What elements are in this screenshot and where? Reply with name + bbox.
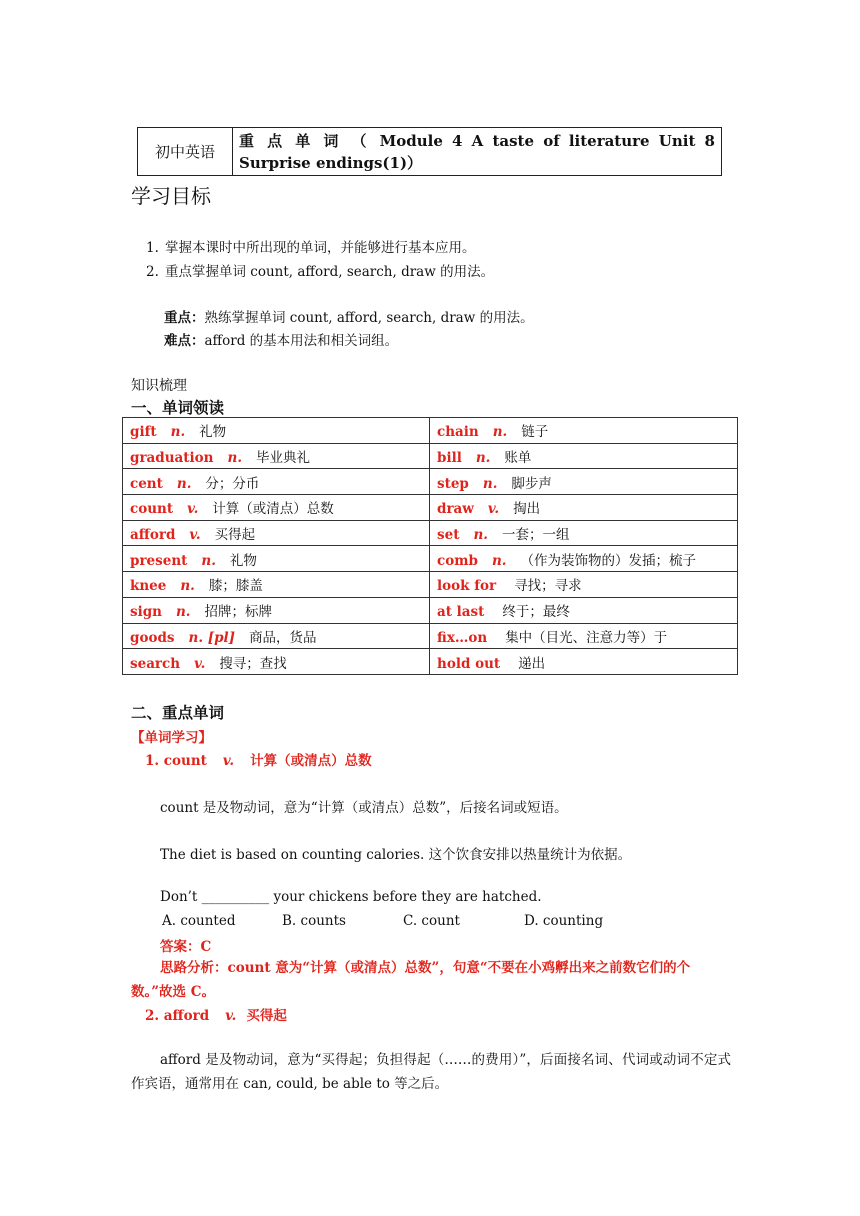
vocab-cell-right bbox=[430, 597, 738, 623]
vocab-word: graduation bbox=[130, 450, 214, 467]
vocab-meaning: 递出 bbox=[518, 655, 546, 672]
vocab-pos: n. [pl] bbox=[188, 629, 236, 646]
entry-heading bbox=[145, 749, 372, 769]
vocab-row bbox=[123, 572, 738, 598]
topic-cell bbox=[233, 128, 722, 176]
exercise-question: Don’t __________ your chickens before they are hatched. bbox=[160, 889, 542, 905]
vocab-row bbox=[123, 418, 738, 444]
vocab-word: draw bbox=[437, 501, 474, 518]
vocab-cell-right bbox=[430, 418, 738, 444]
objective-number: 2. bbox=[146, 264, 159, 280]
vocab-pos: n. bbox=[201, 552, 216, 569]
vocab-word: look for bbox=[437, 578, 497, 595]
vocab-body bbox=[123, 418, 738, 675]
vocab-cell-right bbox=[430, 443, 738, 469]
objective-item bbox=[146, 236, 476, 256]
vocab-cell-right bbox=[430, 469, 738, 495]
objective-text: 掌握本课时中所出现的单词，并能够进行基本应用。 bbox=[165, 240, 476, 256]
vocab-cell-right bbox=[430, 520, 738, 546]
section2-title: 二、重点单词 bbox=[131, 704, 225, 722]
vocab-word: sign bbox=[130, 604, 162, 621]
vocab-meaning: 账单 bbox=[504, 450, 532, 467]
vocab-cell-right bbox=[430, 495, 738, 521]
key-point bbox=[164, 306, 534, 326]
vocab-meaning: 寻找；寻求 bbox=[514, 578, 582, 595]
vocab-row bbox=[123, 469, 738, 495]
vocab-row bbox=[123, 623, 738, 649]
vocab-word: cent bbox=[130, 475, 163, 492]
vocab-row bbox=[123, 520, 738, 546]
vocab-pos: n. bbox=[180, 578, 195, 595]
vocab-word: search bbox=[130, 655, 181, 672]
vocab-word: knee bbox=[130, 578, 167, 595]
vocab-cell-left bbox=[123, 623, 430, 649]
subject-cell: 初中英语 bbox=[138, 128, 233, 176]
entry-word: 1. count bbox=[145, 753, 207, 769]
entry-description: afford 是及物动词，意为“买得起；负担得起（……的费用）”，后面接名词、代词或动词不定式作宾语，通常用在 can, could, be able to 等之后。 bbox=[131, 1052, 731, 1092]
vocab-cell-left bbox=[123, 520, 430, 546]
vocab-pos: v. bbox=[194, 655, 206, 672]
vocab-word: afford bbox=[130, 527, 176, 544]
vocab-meaning: 脚步声 bbox=[511, 475, 552, 492]
objective-item bbox=[146, 260, 494, 280]
vocab-cell-left bbox=[123, 495, 430, 521]
option: B. counts bbox=[282, 913, 346, 929]
vocab-pos: v. bbox=[189, 527, 201, 544]
vocab-meaning: （作为装饰物的）发插；梳子 bbox=[520, 552, 696, 569]
vocab-pos: n. bbox=[227, 450, 243, 467]
option: D. counting bbox=[524, 913, 604, 929]
vocab-pos: v. bbox=[487, 501, 500, 518]
vocab-cell-right bbox=[430, 546, 738, 572]
vocab-word: goods bbox=[130, 629, 175, 646]
analysis: 思路分析：count 意为“计算（或清点）总数”，句意“不要在小鸡孵出来之前数它们的个数。”故选 C。 bbox=[131, 960, 691, 1000]
vocab-cell-left bbox=[123, 597, 430, 623]
vocab-meaning: 商品，货品 bbox=[249, 629, 317, 646]
vocab-meaning: 礼物 bbox=[229, 552, 257, 569]
vocab-meaning: 毕业典礼 bbox=[256, 450, 311, 467]
option: C. count bbox=[403, 913, 460, 929]
entry-meaning: 买得起 bbox=[246, 1008, 287, 1024]
vocab-cell-left bbox=[123, 572, 430, 598]
key-text: 熟练掌握单词 count, afford, search, draw 的用法。 bbox=[204, 310, 534, 326]
knowledge-title: 知识梳理 bbox=[131, 378, 187, 394]
vocab-cell-left bbox=[123, 418, 430, 444]
difficult-text: afford 的基本用法和相关词组。 bbox=[204, 333, 399, 349]
vocab-row bbox=[123, 597, 738, 623]
entry-pos: v. bbox=[222, 753, 235, 769]
vocab-pos: n. bbox=[175, 604, 191, 621]
vocab-word: fix…on bbox=[437, 629, 488, 646]
vocab-pos: n. bbox=[475, 450, 491, 467]
vocab-word: at last bbox=[437, 604, 485, 621]
word-study-label: 【单词学习】 bbox=[131, 730, 212, 746]
vocab-meaning: 搜寻；查找 bbox=[219, 655, 287, 672]
vocab-pos: n. bbox=[482, 475, 498, 492]
vocab-meaning: 分；分币 bbox=[205, 475, 260, 492]
vocab-meaning: 招牌；标牌 bbox=[204, 604, 272, 621]
example-sentence: The diet is based on counting calories. 这个饮食安排以热量统计为依据。 bbox=[160, 847, 632, 863]
header-table bbox=[137, 127, 722, 176]
vocab-row bbox=[123, 443, 738, 469]
difficult-point bbox=[164, 329, 398, 349]
entry-word: 2. afford bbox=[145, 1008, 210, 1024]
vocab-table bbox=[122, 417, 738, 675]
vocab-meaning: 买得起 bbox=[214, 527, 256, 544]
objectives-title: 学习目标 bbox=[131, 184, 211, 208]
vocab-pos: n. bbox=[176, 475, 192, 492]
vocab-word: comb bbox=[437, 552, 478, 569]
objective-number: 1. bbox=[146, 240, 159, 256]
vocab-pos: v. bbox=[187, 501, 199, 518]
vocab-cell-right bbox=[430, 649, 738, 675]
vocab-word: gift bbox=[130, 424, 157, 441]
vocab-cell-right bbox=[430, 623, 738, 649]
vocab-meaning: 膝；膝盖 bbox=[208, 578, 263, 595]
vocab-word: bill bbox=[437, 450, 462, 467]
vocab-pos: n. bbox=[170, 424, 186, 441]
section1-title: 一、单词领读 bbox=[131, 399, 225, 417]
vocab-word: step bbox=[437, 475, 469, 492]
entry-pos: v. bbox=[225, 1008, 237, 1024]
vocab-pos: n. bbox=[491, 552, 507, 569]
vocab-meaning: 掏出 bbox=[513, 501, 541, 518]
difficult-label: 难点： bbox=[164, 333, 205, 349]
entry-heading bbox=[145, 1004, 287, 1024]
vocab-row bbox=[123, 546, 738, 572]
vocab-meaning: 一套；一组 bbox=[501, 527, 570, 544]
vocab-cell-left bbox=[123, 649, 430, 675]
vocab-row bbox=[123, 649, 738, 675]
vocab-word: chain bbox=[437, 424, 479, 441]
vocab-word: present bbox=[130, 552, 188, 569]
vocab-cell-right bbox=[430, 572, 738, 598]
vocab-meaning: 礼物 bbox=[199, 424, 227, 441]
vocab-word: count bbox=[130, 501, 174, 518]
topic-title: 重 点 单 词 （ Module 4 A taste of literature Unit 8 Surprise endings(1)） bbox=[239, 131, 715, 172]
entry-description: count 是及物动词，意为“计算（或清点）总数”，后接名词或短语。 bbox=[160, 800, 568, 816]
objective-text: 重点掌握单词 count, afford, search, draw 的用法。 bbox=[165, 264, 495, 280]
vocab-pos: n. bbox=[473, 527, 488, 544]
vocab-meaning: 链子 bbox=[521, 424, 549, 441]
option: A. counted bbox=[162, 913, 236, 929]
vocab-word: set bbox=[437, 527, 460, 544]
vocab-cell-left bbox=[123, 546, 430, 572]
key-label: 重点： bbox=[164, 310, 205, 326]
entry-meaning: 计算（或清点）总数 bbox=[250, 753, 372, 769]
vocab-row bbox=[123, 495, 738, 521]
vocab-meaning: 计算（或清点）总数 bbox=[212, 501, 334, 518]
answer: 答案：C bbox=[160, 939, 212, 955]
vocab-word: hold out bbox=[437, 655, 501, 672]
vocab-cell-left bbox=[123, 443, 430, 469]
vocab-meaning: 集中（目光、注意力等）于 bbox=[505, 629, 668, 646]
vocab-pos: n. bbox=[492, 424, 508, 441]
vocab-cell-left bbox=[123, 469, 430, 495]
vocab-meaning: 终于；最终 bbox=[502, 604, 570, 621]
